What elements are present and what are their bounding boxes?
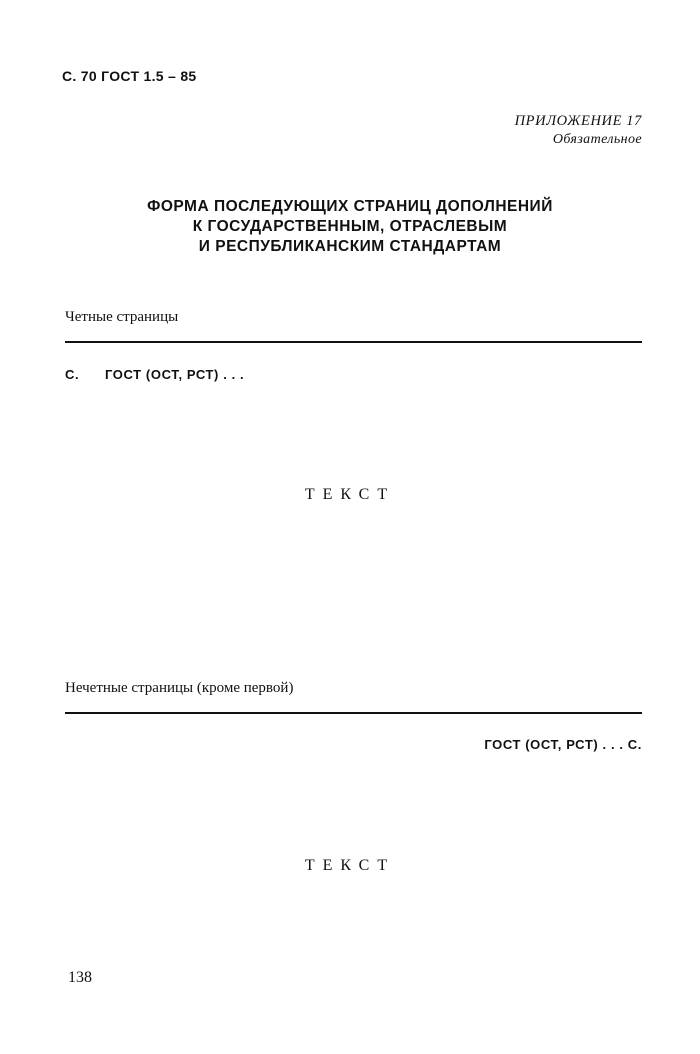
page-header: С. 70 ГОСТ 1.5 – 85 <box>62 68 197 84</box>
odd-pages-label: Нечетные страницы (кроме первой) <box>65 680 294 696</box>
even-pages-divider <box>65 341 642 343</box>
even-page-mark: С. <box>65 367 80 382</box>
appendix-label: ПРИЛОЖЕНИЕ 17 <box>514 113 642 129</box>
even-page-std-ref: ГОСТ (ОСТ, РСТ) . . . <box>105 367 245 382</box>
odd-body-text-placeholder: ТЕКСТ <box>304 857 396 874</box>
title-line-3: И РЕСПУБЛИКАНСКИМ СТАНДАРТАМ <box>198 238 502 255</box>
even-pages-label: Четные страницы <box>65 309 179 325</box>
appendix-status: Обязательное <box>552 132 642 147</box>
even-page-running-header <box>65 367 244 382</box>
page-number: 138 <box>68 969 92 986</box>
odd-pages-divider <box>65 712 642 714</box>
title-line-1: ФОРМА ПОСЛЕДУЮЩИХ СТРАНИЦ ДОПОЛНЕНИЙ <box>147 198 553 215</box>
title-line-2: К ГОСУДАРСТВЕННЫМ, ОТРАСЛЕВЫМ <box>192 218 508 235</box>
even-body-text-placeholder: ТЕКСТ <box>304 486 396 503</box>
document-title <box>0 197 700 257</box>
odd-page-running-header: ГОСТ (ОСТ, РСТ) . . . С. <box>484 737 642 752</box>
